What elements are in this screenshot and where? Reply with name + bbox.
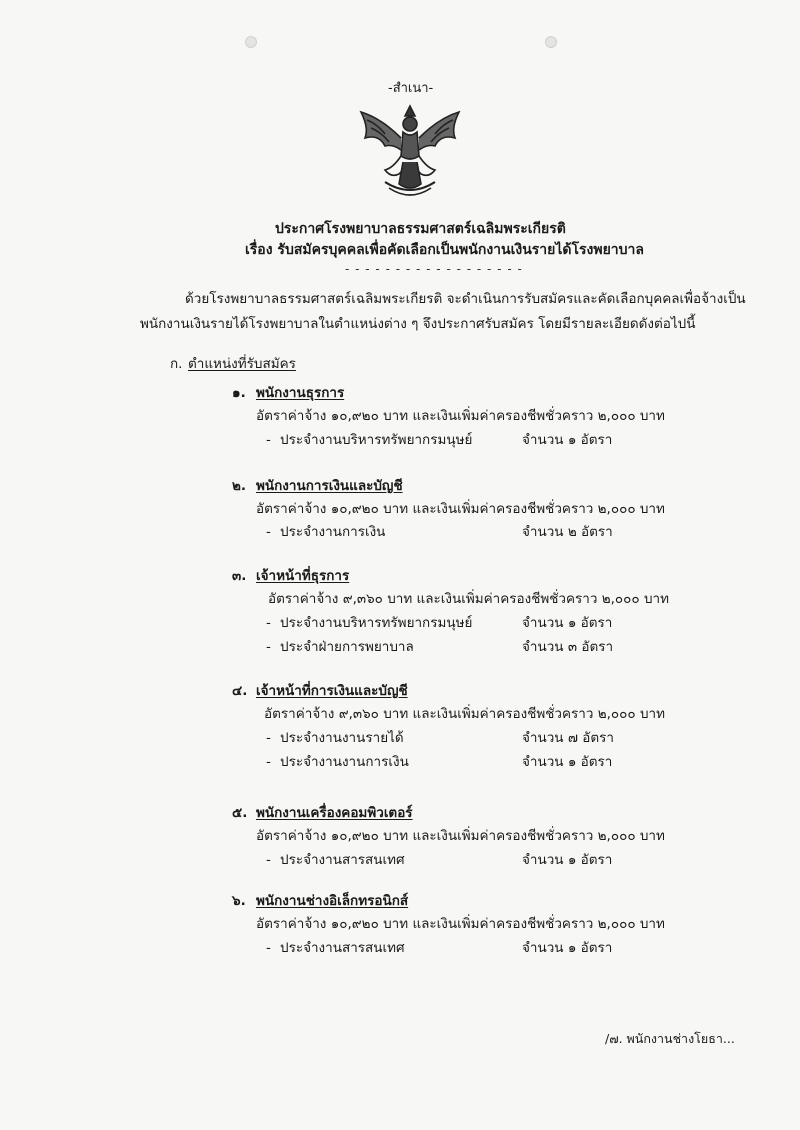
position-rate: อัตราค่าจ้าง ๑๐,๙๒๐ บาท และเงินเพิ่มค่าครองชีพชั่วคราว ๒,๐๐๐ บาท bbox=[256, 828, 665, 844]
intro-line-1: ด้วยโรงพยาบาลธรรมศาสตร์เฉลิมพระเกียรติ จะดำเนินการรับสมัครและคัดเลือกบุคคลเพื่อจ้างเป็น bbox=[185, 291, 746, 307]
position-title: เจ้าหน้าที่การเงินและบัญชี bbox=[256, 683, 408, 699]
position-number: ๒. bbox=[232, 478, 247, 494]
unit-name: ประจำงานการเงิน bbox=[280, 524, 386, 540]
announcement-title: ประกาศโรงพยาบาลธรรมศาสตร์เฉลิมพระเกียรติ bbox=[275, 221, 566, 237]
unit-bullet: - bbox=[266, 432, 271, 448]
position-title: พนักงานช่างอิเล็กทรอนิกส์ bbox=[256, 893, 409, 909]
unit-bullet: - bbox=[266, 852, 271, 868]
announcement-subject: เรื่อง รับสมัครบุคคลเพื่อคัดเลือกเป็นพนักงานเงินรายได้โรงพยาบาล bbox=[245, 242, 644, 258]
punch-hole-right bbox=[545, 36, 557, 48]
section-a-heading: ตำแหน่งที่รับสมัคร bbox=[188, 356, 296, 372]
position-title: พนักงานเครื่องคอมพิวเตอร์ bbox=[256, 805, 413, 821]
unit-bullet: - bbox=[266, 524, 271, 540]
position-rate: อัตราค่าจ้าง ๙,๓๖๐ บาท และเงินเพิ่มค่าครองชีพชั่วคราว ๒,๐๐๐ บาท bbox=[264, 706, 665, 722]
unit-name: ประจำงานสารสนเทศ bbox=[280, 852, 405, 868]
position-rate: อัตราค่าจ้าง ๑๐,๙๒๐ บาท และเงินเพิ่มค่าครองชีพชั่วคราว ๒,๐๐๐ บาท bbox=[256, 408, 665, 424]
unit-name: ประจำงานบริหารทรัพยากรมนุษย์ bbox=[280, 432, 473, 448]
unit-count: จำนวน ๑ อัตรา bbox=[522, 852, 613, 868]
position-rate: อัตราค่าจ้าง ๙,๓๖๐ บาท และเงินเพิ่มค่าครองชีพชั่วคราว ๒,๐๐๐ บาท bbox=[268, 591, 669, 607]
unit-bullet: - bbox=[266, 730, 271, 746]
unit-name: ประจำฝ่ายการพยาบาล bbox=[280, 639, 414, 655]
unit-count: จำนวน ๓ อัตรา bbox=[522, 639, 614, 655]
unit-count: จำนวน ๑ อัตรา bbox=[522, 432, 613, 448]
unit-name: ประจำงานงานรายได้ bbox=[280, 730, 404, 746]
unit-count: จำนวน ๑ อัตรา bbox=[522, 940, 613, 956]
unit-bullet: - bbox=[266, 754, 271, 770]
position-rate: อัตราค่าจ้าง ๑๐,๙๒๐ บาท และเงินเพิ่มค่าครองชีพชั่วคราว ๒,๐๐๐ บาท bbox=[256, 501, 665, 517]
position-number: ๔. bbox=[232, 683, 248, 699]
unit-bullet: - bbox=[266, 615, 271, 631]
unit-bullet: - bbox=[266, 940, 271, 956]
section-a-marker: ก. bbox=[170, 356, 183, 372]
position-number: ๓. bbox=[232, 568, 247, 584]
position-number: ๖. bbox=[232, 893, 246, 909]
unit-name: ประจำงานงานการเงิน bbox=[280, 754, 409, 770]
position-number: ๑. bbox=[232, 385, 246, 401]
unit-bullet: - bbox=[266, 639, 271, 655]
intro-line-2: พนักงานเงินรายได้โรงพยาบาลในตำแหน่งต่าง ๆ จึงประกาศรับสมัคร โดยมีรายละเอียดดังต่อไปนี้ bbox=[140, 316, 696, 332]
unit-name: ประจำงานสารสนเทศ bbox=[280, 940, 405, 956]
punch-hole-left bbox=[245, 36, 257, 48]
position-title: พนักงานธุรการ bbox=[256, 385, 345, 401]
unit-count: จำนวน ๒ อัตรา bbox=[522, 524, 613, 540]
continuation-note: /๗. พนักงานช่างโยธา... bbox=[605, 1031, 735, 1046]
garuda-emblem-icon bbox=[355, 98, 465, 198]
unit-count: จำนวน ๗ อัตรา bbox=[522, 730, 614, 746]
unit-count: จำนวน ๑ อัตรา bbox=[522, 754, 613, 770]
position-number: ๕. bbox=[232, 805, 248, 821]
copy-label: -สำเนา- bbox=[388, 81, 434, 96]
unit-name: ประจำงานบริหารทรัพยากรมนุษย์ bbox=[280, 615, 473, 631]
title-separator: - - - - - - - - - - - - - - - - - - bbox=[345, 262, 523, 276]
position-title: เจ้าหน้าที่ธุรการ bbox=[256, 568, 350, 584]
position-title: พนักงานการเงินและบัญชี bbox=[256, 478, 403, 494]
position-rate: อัตราค่าจ้าง ๑๐,๙๒๐ บาท และเงินเพิ่มค่าครองชีพชั่วคราว ๒,๐๐๐ บาท bbox=[256, 916, 665, 932]
unit-count: จำนวน ๑ อัตรา bbox=[522, 615, 613, 631]
